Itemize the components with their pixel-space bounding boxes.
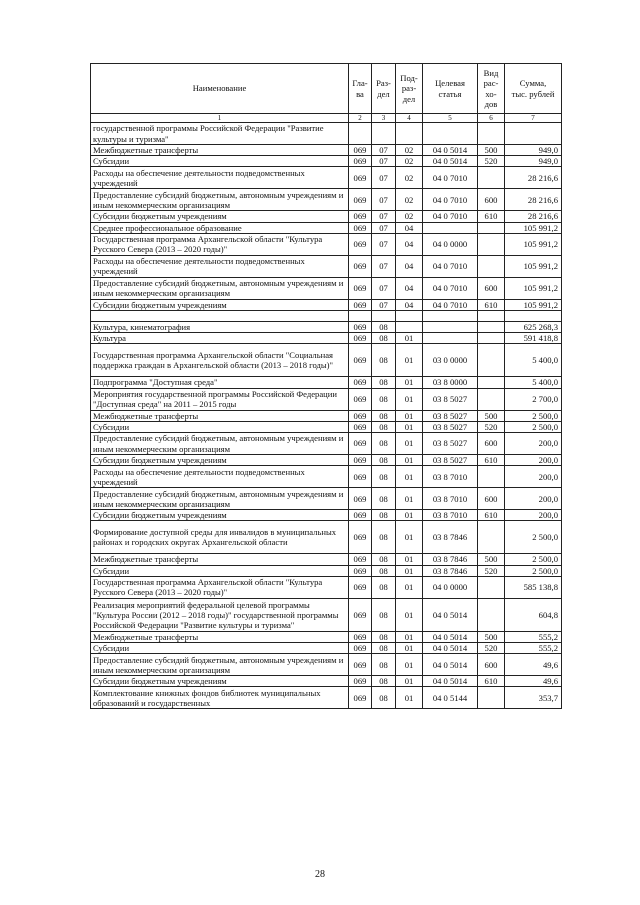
cell-target: 03 8 5027 [423,421,478,432]
cell-target: 04 0 0000 [423,233,478,255]
cell-name: Субсидии бюджетным учреждениям [91,455,349,466]
cell-section: 07 [372,277,396,299]
cell-sum: 28 216,6 [505,167,562,189]
cell-name: Предоставление субсидий бюджетным, автономным учреждениям и иным некоммерческим организациям [91,277,349,299]
cell-section: 08 [372,421,396,432]
cell-type: 500 [478,631,505,642]
cell-sum: 200,0 [505,433,562,455]
cell-chapter: 069 [349,576,372,598]
cell-subsection: 01 [396,676,423,687]
cell-sum: 585 138,8 [505,576,562,598]
cell-chapter: 069 [349,255,372,277]
cell-section: 08 [372,510,396,521]
cell-section: 07 [372,222,396,233]
table-row [91,123,562,145]
cell-chapter: 069 [349,488,372,510]
cell-chapter: 069 [349,322,372,333]
cell-sum: 591 418,8 [505,333,562,344]
cell-section: 07 [372,255,396,277]
cell-target: 04 0 7010 [423,167,478,189]
cell-name: Предоставление субсидий бюджетным, автономным учреждениям и иным некоммерческим организациям [91,433,349,455]
cell-subsection: 01 [396,488,423,510]
cell-section: 08 [372,554,396,565]
table-row [91,554,562,565]
cell-target: 03 8 5027 [423,388,478,410]
cell-type [478,222,505,233]
cell-subsection: 01 [396,576,423,598]
cell-section: 07 [372,299,396,310]
cell-section: 08 [372,377,396,388]
cell-type [478,333,505,344]
table-row [91,233,562,255]
cell-subsection: 01 [396,455,423,466]
cell-sum: 200,0 [505,510,562,521]
header-target: Целевая статья [423,64,478,114]
cell-chapter [349,311,372,322]
cell-sum: 555,2 [505,631,562,642]
cell-target: 04 0 7010 [423,211,478,222]
cell-name: Расходы на обеспечение деятельности подведомственных учреждений [91,167,349,189]
cell-target: 03 0 0000 [423,344,478,377]
cell-subsection [396,311,423,322]
cell-section: 07 [372,189,396,211]
cell-name: Межбюджетные трансферты [91,410,349,421]
header-name: Наименование [91,64,349,114]
table-row [91,344,562,377]
cell-target: 04 0 5014 [423,631,478,642]
cell-chapter: 069 [349,521,372,554]
cell-section: 08 [372,687,396,709]
table-row [91,167,562,189]
cell-type: 610 [478,211,505,222]
cell-sum: 555,2 [505,643,562,654]
cell-type [478,255,505,277]
table-row [91,598,562,631]
cell-target: 04 0 7010 [423,277,478,299]
cell-chapter: 069 [349,631,372,642]
cell-section: 08 [372,576,396,598]
cell-subsection [396,322,423,333]
cell-name: Формирование доступной среды для инвалидов в муниципальных районах и городских округах Архангельской области [91,521,349,554]
cell-type [478,344,505,377]
cell-type: 520 [478,156,505,167]
cell-chapter: 069 [349,466,372,488]
cell-subsection: 01 [396,565,423,576]
header-row [91,64,562,114]
cell-sum: 105 991,2 [505,255,562,277]
cell-subsection: 01 [396,388,423,410]
table-row [91,421,562,432]
cell-sum [505,311,562,322]
table-row [91,631,562,642]
cell-target: 03 8 0000 [423,377,478,388]
cell-type: 600 [478,433,505,455]
cell-subsection: 01 [396,687,423,709]
cell-subsection: 01 [396,554,423,565]
table-row [91,643,562,654]
cell-name: Культура, кинематография [91,322,349,333]
cell-name: Предоставление субсидий бюджетным, автономным учреждениям и иным некоммерческим организациям [91,654,349,676]
cell-chapter: 069 [349,643,372,654]
cell-chapter: 069 [349,654,372,676]
cell-chapter: 069 [349,565,372,576]
cell-sum: 49,6 [505,676,562,687]
cell-section: 08 [372,466,396,488]
cell-subsection: 01 [396,654,423,676]
cell-type: 500 [478,410,505,421]
cell-subsection: 01 [396,510,423,521]
table-row [91,433,562,455]
cell-section: 08 [372,388,396,410]
cell-target [423,311,478,322]
cell-subsection: 04 [396,277,423,299]
table-row [91,565,562,576]
cell-type: 610 [478,510,505,521]
cell-name: Государственная программа Архангельской области "Культура Русского Севера (2013 – 2020 годы)" [91,576,349,598]
cell-sum: 625 268,3 [505,322,562,333]
cell-target: 04 0 5014 [423,145,478,156]
cell-type: 610 [478,299,505,310]
cell-type: 610 [478,676,505,687]
cell-section: 08 [372,521,396,554]
cell-section: 08 [372,598,396,631]
cell-name: Предоставление субсидий бюджетным, автономным учреждениям и иным некоммерческим организациям [91,488,349,510]
header-sum: Сумма, тыс. рублей [505,64,562,114]
cell-name: Расходы на обеспечение деятельности подведомственных учреждений [91,255,349,277]
cell-chapter: 069 [349,277,372,299]
cell-section: 07 [372,211,396,222]
cell-subsection: 01 [396,333,423,344]
cell-name: Мероприятия государственной программы Российской Федерации "Доступная среда" на 2011 – 2015 годы [91,388,349,410]
cell-chapter: 069 [349,299,372,310]
cell-type: 600 [478,277,505,299]
cell-target: 03 8 7846 [423,565,478,576]
cell-sum: 105 991,2 [505,222,562,233]
cell-sum: 5 400,0 [505,377,562,388]
cell-name: Культура [91,333,349,344]
table-row [91,277,562,299]
cell-name: Государственная программа Архангельской области "Культура Русского Севера (2013 – 2020 годы)" [91,233,349,255]
cell-section: 08 [372,565,396,576]
cell-type: 520 [478,643,505,654]
cell-type [478,377,505,388]
cell-name: Предоставление субсидий бюджетным, автономным учреждениям и иным некоммерческим организациям [91,189,349,211]
cell-target: 04 0 5014 [423,654,478,676]
cell-type: 600 [478,488,505,510]
table-row [91,455,562,466]
cell-name: Субсидии бюджетным учреждениям [91,510,349,521]
cell-target: 03 8 7010 [423,488,478,510]
cell-type: 520 [478,565,505,576]
cell-chapter: 069 [349,410,372,421]
cell-name: государственной программы Российской Федерации "Развитие культуры и туризма" [91,123,349,145]
cell-name: Межбюджетные трансферты [91,631,349,642]
cell-subsection: 01 [396,598,423,631]
budget-sheet [90,63,561,709]
cell-type [478,466,505,488]
cell-subsection: 04 [396,299,423,310]
cell-type [478,123,505,145]
column-number: 7 [505,114,562,123]
cell-target: 04 0 5014 [423,643,478,654]
cell-section: 08 [372,433,396,455]
table-row [91,510,562,521]
cell-name: Субсидии бюджетным учреждениям [91,211,349,222]
cell-type [478,576,505,598]
cell-sum: 2 500,0 [505,565,562,576]
cell-chapter: 069 [349,554,372,565]
cell-subsection: 04 [396,255,423,277]
cell-type: 600 [478,189,505,211]
cell-sum: 604,8 [505,598,562,631]
cell-sum: 200,0 [505,466,562,488]
table-row [91,322,562,333]
cell-chapter: 069 [349,377,372,388]
cell-subsection: 01 [396,466,423,488]
cell-chapter: 069 [349,145,372,156]
table-row [91,654,562,676]
cell-chapter: 069 [349,167,372,189]
cell-sum: 949,0 [505,156,562,167]
cell-name: Подпрограмма "Доступная среда" [91,377,349,388]
cell-target: 04 0 5144 [423,687,478,709]
column-number: 4 [396,114,423,123]
cell-section: 08 [372,344,396,377]
cell-subsection: 02 [396,145,423,156]
cell-target: 04 0 5014 [423,156,478,167]
cell-subsection: 04 [396,233,423,255]
cell-name: Комплектование книжных фондов библиотек муниципальных образований и государственных [91,687,349,709]
cell-target: 04 0 5014 [423,598,478,631]
cell-section: 08 [372,643,396,654]
column-number: 5 [423,114,478,123]
cell-section: 08 [372,333,396,344]
cell-target: 04 0 7010 [423,299,478,310]
cell-subsection: 04 [396,222,423,233]
cell-sum: 5 400,0 [505,344,562,377]
cell-subsection: 01 [396,433,423,455]
cell-subsection [396,123,423,145]
cell-type [478,388,505,410]
cell-section: 07 [372,233,396,255]
column-number-row [91,114,562,123]
header-chapter: Гла- ва [349,64,372,114]
cell-section: 07 [372,167,396,189]
cell-type: 610 [478,455,505,466]
column-number: 2 [349,114,372,123]
cell-target [423,333,478,344]
table-row [91,156,562,167]
cell-name: Субсидии бюджетным учреждениям [91,299,349,310]
table-row [91,211,562,222]
cell-subsection: 01 [396,377,423,388]
cell-subsection: 01 [396,410,423,421]
cell-chapter: 069 [349,211,372,222]
cell-type: 500 [478,145,505,156]
cell-chapter: 069 [349,222,372,233]
cell-sum: 200,0 [505,488,562,510]
cell-subsection: 02 [396,167,423,189]
table-row [91,189,562,211]
table-row [91,255,562,277]
cell-sum: 49,6 [505,654,562,676]
cell-target [423,222,478,233]
cell-name: Межбюджетные трансферты [91,145,349,156]
column-number: 6 [478,114,505,123]
table-row [91,311,562,322]
cell-chapter: 069 [349,333,372,344]
cell-sum: 105 991,2 [505,233,562,255]
header-subsection: Под- раз- дел [396,64,423,114]
cell-chapter: 069 [349,344,372,377]
cell-sum: 353,7 [505,687,562,709]
cell-name: Субсидии [91,156,349,167]
cell-sum: 2 700,0 [505,388,562,410]
cell-name: Субсидии [91,643,349,654]
cell-subsection: 02 [396,189,423,211]
cell-sum: 2 500,0 [505,410,562,421]
cell-chapter: 069 [349,189,372,211]
cell-target [423,322,478,333]
cell-type: 500 [478,554,505,565]
cell-type [478,233,505,255]
cell-target: 03 8 5027 [423,410,478,421]
cell-target: 03 8 7010 [423,510,478,521]
table-row [91,488,562,510]
cell-target: 03 8 7846 [423,521,478,554]
cell-chapter: 069 [349,388,372,410]
cell-type [478,687,505,709]
header-section: Раз- дел [372,64,396,114]
cell-chapter: 069 [349,156,372,167]
cell-subsection: 01 [396,421,423,432]
cell-chapter: 069 [349,598,372,631]
cell-subsection: 01 [396,521,423,554]
cell-target: 04 0 7010 [423,255,478,277]
table-row [91,145,562,156]
cell-section: 08 [372,322,396,333]
table-row [91,576,562,598]
cell-chapter: 069 [349,455,372,466]
cell-sum: 105 991,2 [505,299,562,310]
column-number: 3 [372,114,396,123]
table-row [91,388,562,410]
cell-chapter: 069 [349,676,372,687]
column-number: 1 [91,114,349,123]
cell-subsection: 01 [396,631,423,642]
cell-name: Межбюджетные трансферты [91,554,349,565]
cell-section: 08 [372,455,396,466]
cell-target: 04 0 0000 [423,576,478,598]
cell-type [478,598,505,631]
cell-section: 08 [372,654,396,676]
cell-type [478,521,505,554]
cell-name: Государственная программа Архангельской области "Социальная поддержка граждан в Архангельской области (2013 – 2018 годы)" [91,344,349,377]
budget-table [90,63,562,709]
cell-section: 08 [372,410,396,421]
cell-section: 08 [372,631,396,642]
cell-name: Субсидии [91,421,349,432]
cell-chapter: 069 [349,421,372,432]
cell-target: 03 8 5027 [423,433,478,455]
cell-name: Субсидии бюджетным учреждениям [91,676,349,687]
header-type: Вид рас- хо- дов [478,64,505,114]
page-number: 28 [315,869,325,880]
cell-target: 03 8 7846 [423,554,478,565]
cell-subsection: 02 [396,211,423,222]
cell-type: 520 [478,421,505,432]
cell-sum [505,123,562,145]
table-row [91,466,562,488]
table-row [91,222,562,233]
cell-chapter [349,123,372,145]
cell-target: 03 8 7010 [423,466,478,488]
cell-target: 04 0 7010 [423,189,478,211]
cell-sum: 200,0 [505,455,562,466]
cell-subsection: 02 [396,156,423,167]
cell-sum: 105 991,2 [505,277,562,299]
cell-section [372,311,396,322]
table-row [91,410,562,421]
cell-section [372,123,396,145]
cell-chapter: 069 [349,433,372,455]
table-row [91,676,562,687]
cell-section: 08 [372,676,396,687]
cell-section: 08 [372,488,396,510]
cell-sum: 949,0 [505,145,562,156]
cell-sum: 28 216,6 [505,189,562,211]
cell-name: Среднее профессиональное образование [91,222,349,233]
table-row [91,299,562,310]
cell-name [91,311,349,322]
cell-chapter: 069 [349,687,372,709]
cell-section: 07 [372,145,396,156]
cell-sum: 28 216,6 [505,211,562,222]
cell-subsection: 01 [396,643,423,654]
table-row [91,377,562,388]
cell-type [478,322,505,333]
cell-section: 07 [372,156,396,167]
cell-name: Реализация мероприятий федеральной целевой программы "Культура России (2012 – 2018 годы)" государственной программы Российской Федерации "Развитие культуры и туризма" [91,598,349,631]
cell-type: 600 [478,654,505,676]
cell-chapter: 069 [349,233,372,255]
cell-type [478,311,505,322]
table-row [91,521,562,554]
cell-sum: 2 500,0 [505,521,562,554]
cell-name: Субсидии [91,565,349,576]
cell-type [478,167,505,189]
cell-target [423,123,478,145]
cell-sum: 2 500,0 [505,421,562,432]
table-body [91,123,562,709]
table-row [91,333,562,344]
cell-subsection: 01 [396,344,423,377]
table-row [91,687,562,709]
cell-sum: 2 500,0 [505,554,562,565]
cell-chapter: 069 [349,510,372,521]
cell-target: 03 8 5027 [423,455,478,466]
cell-name: Расходы на обеспечение деятельности подведомственных учреждений [91,466,349,488]
cell-target: 04 0 5014 [423,676,478,687]
